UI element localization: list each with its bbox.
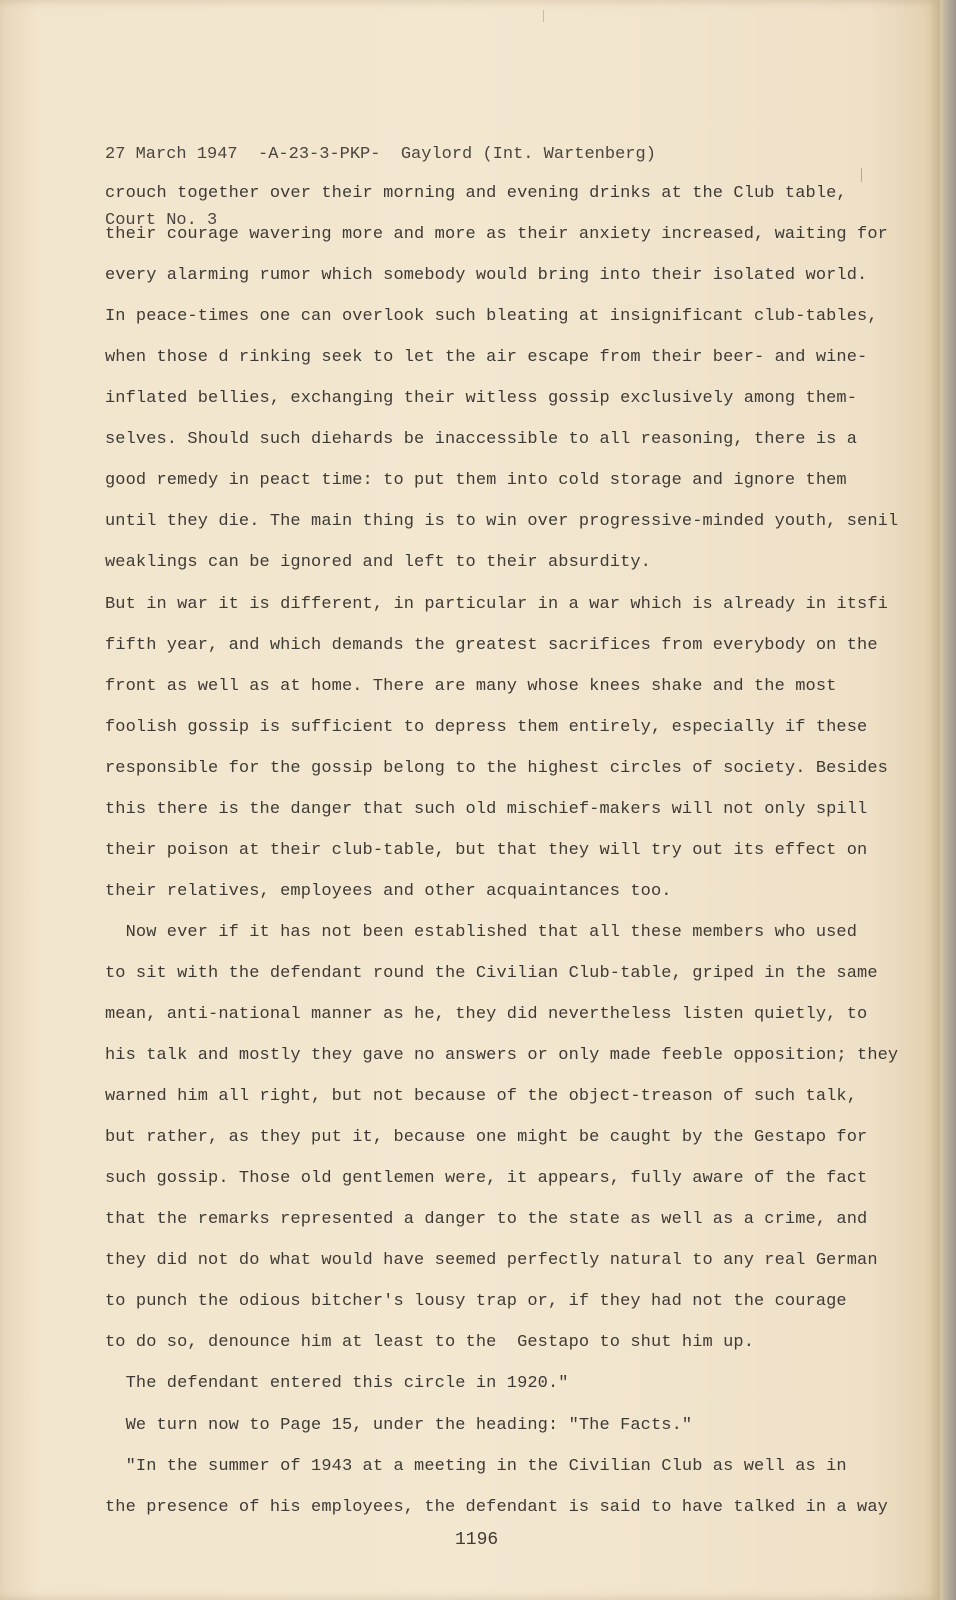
text-line: that the remarks represented a danger to the state as well as a crime, and	[105, 1210, 868, 1230]
header-date-line: 27 March 1947 -A-23-3-PKP- Gaylord (Int. Wartenberg)	[105, 145, 656, 164]
text-line: "In the summer of 1943 at a meeting in the Civilian Club as well as in	[105, 1456, 847, 1476]
text-line: they did not do what would have seemed perfectly natural to any real German	[105, 1251, 878, 1271]
text-line: But in war it is different, in particular in a war which is already in itsfi	[105, 594, 888, 614]
text-line: foolish gossip is sufficient to depress them entirely, especially if these	[105, 717, 868, 737]
text-line: to sit with the defendant round the Civilian Club-table, griped in the same	[105, 963, 878, 983]
text-line: to do so, denounce him at least to the Gestapo to shut him up.	[105, 1333, 755, 1353]
text-line: when those d rinking seek to let the air escape from their beer- and wine-	[105, 348, 868, 368]
text-line: Now ever if it has not been established that all these members who used	[105, 922, 858, 942]
text-line: this there is the danger that such old mischief-makers will not only spill	[105, 799, 868, 819]
text-line: We turn now to Page 15, under the heading: "The Facts."	[105, 1415, 693, 1435]
text-line: fifth year, and which demands the greatest sacrifices from everybody on the	[105, 635, 878, 655]
text-line: The defendant entered this circle in 1920."	[105, 1374, 569, 1394]
text-line: their relatives, employees and other acquaintances too.	[105, 881, 672, 901]
text-line: front as well as at home. There are many whose knees shake and the most	[105, 676, 837, 696]
text-line: crouch together over their morning and evening drinks at the Club table,	[105, 184, 847, 203]
text-line: every alarming rumor which somebody would bring into their isolated world.	[105, 266, 868, 286]
text-line: inflated bellies, exchanging their witless gossip exclusively among them-	[105, 389, 858, 409]
text-line: but rather, as they put it, because one might be caught by the Gestapo for	[105, 1128, 868, 1148]
page-number: 1196	[455, 1530, 499, 1550]
text-line: their poison at their club-table, but that they will try out its effect on	[105, 840, 868, 860]
text-line: to punch the odious bitcher's lousy trap or, if they had not the courage	[105, 1292, 847, 1312]
text-line: until they die. The main thing is to win over progressive-minded youth, senil	[105, 512, 899, 532]
text-line: In peace-times one can overlook such bleating at insignificant club-tables,	[105, 307, 878, 327]
transcript-body	[105, 0, 905, 1520]
text-line: weaklings can be ignored and left to their absurdity.	[105, 553, 651, 573]
text-line: his talk and mostly they gave no answers or only made feeble opposition; they	[105, 1046, 899, 1066]
text-line: the presence of his employees, the defendant is said to have talked in a way	[105, 1497, 888, 1517]
text-line: responsible for the gossip belong to the highest circles of society. Besides	[105, 758, 888, 778]
text-line: their courage wavering more and more as their anxiety increased, waiting for	[105, 225, 888, 245]
text-line: selves. Should such diehards be inaccessible to all reasoning, there is a	[105, 430, 858, 450]
text-line: warned him all right, but not because of the object-treason of such talk,	[105, 1087, 858, 1107]
text-line: mean, anti-national manner as he, they did nevertheless listen quietly, to	[105, 1005, 868, 1024]
text-line: such gossip. Those old gentlemen were, it appears, fully aware of the fact	[105, 1169, 868, 1189]
header-court-line: Court No. 3	[105, 211, 218, 230]
paper-edge	[940, 0, 956, 1600]
text-line: good remedy in peact time: to put them into cold storage and ignore them	[105, 471, 847, 491]
